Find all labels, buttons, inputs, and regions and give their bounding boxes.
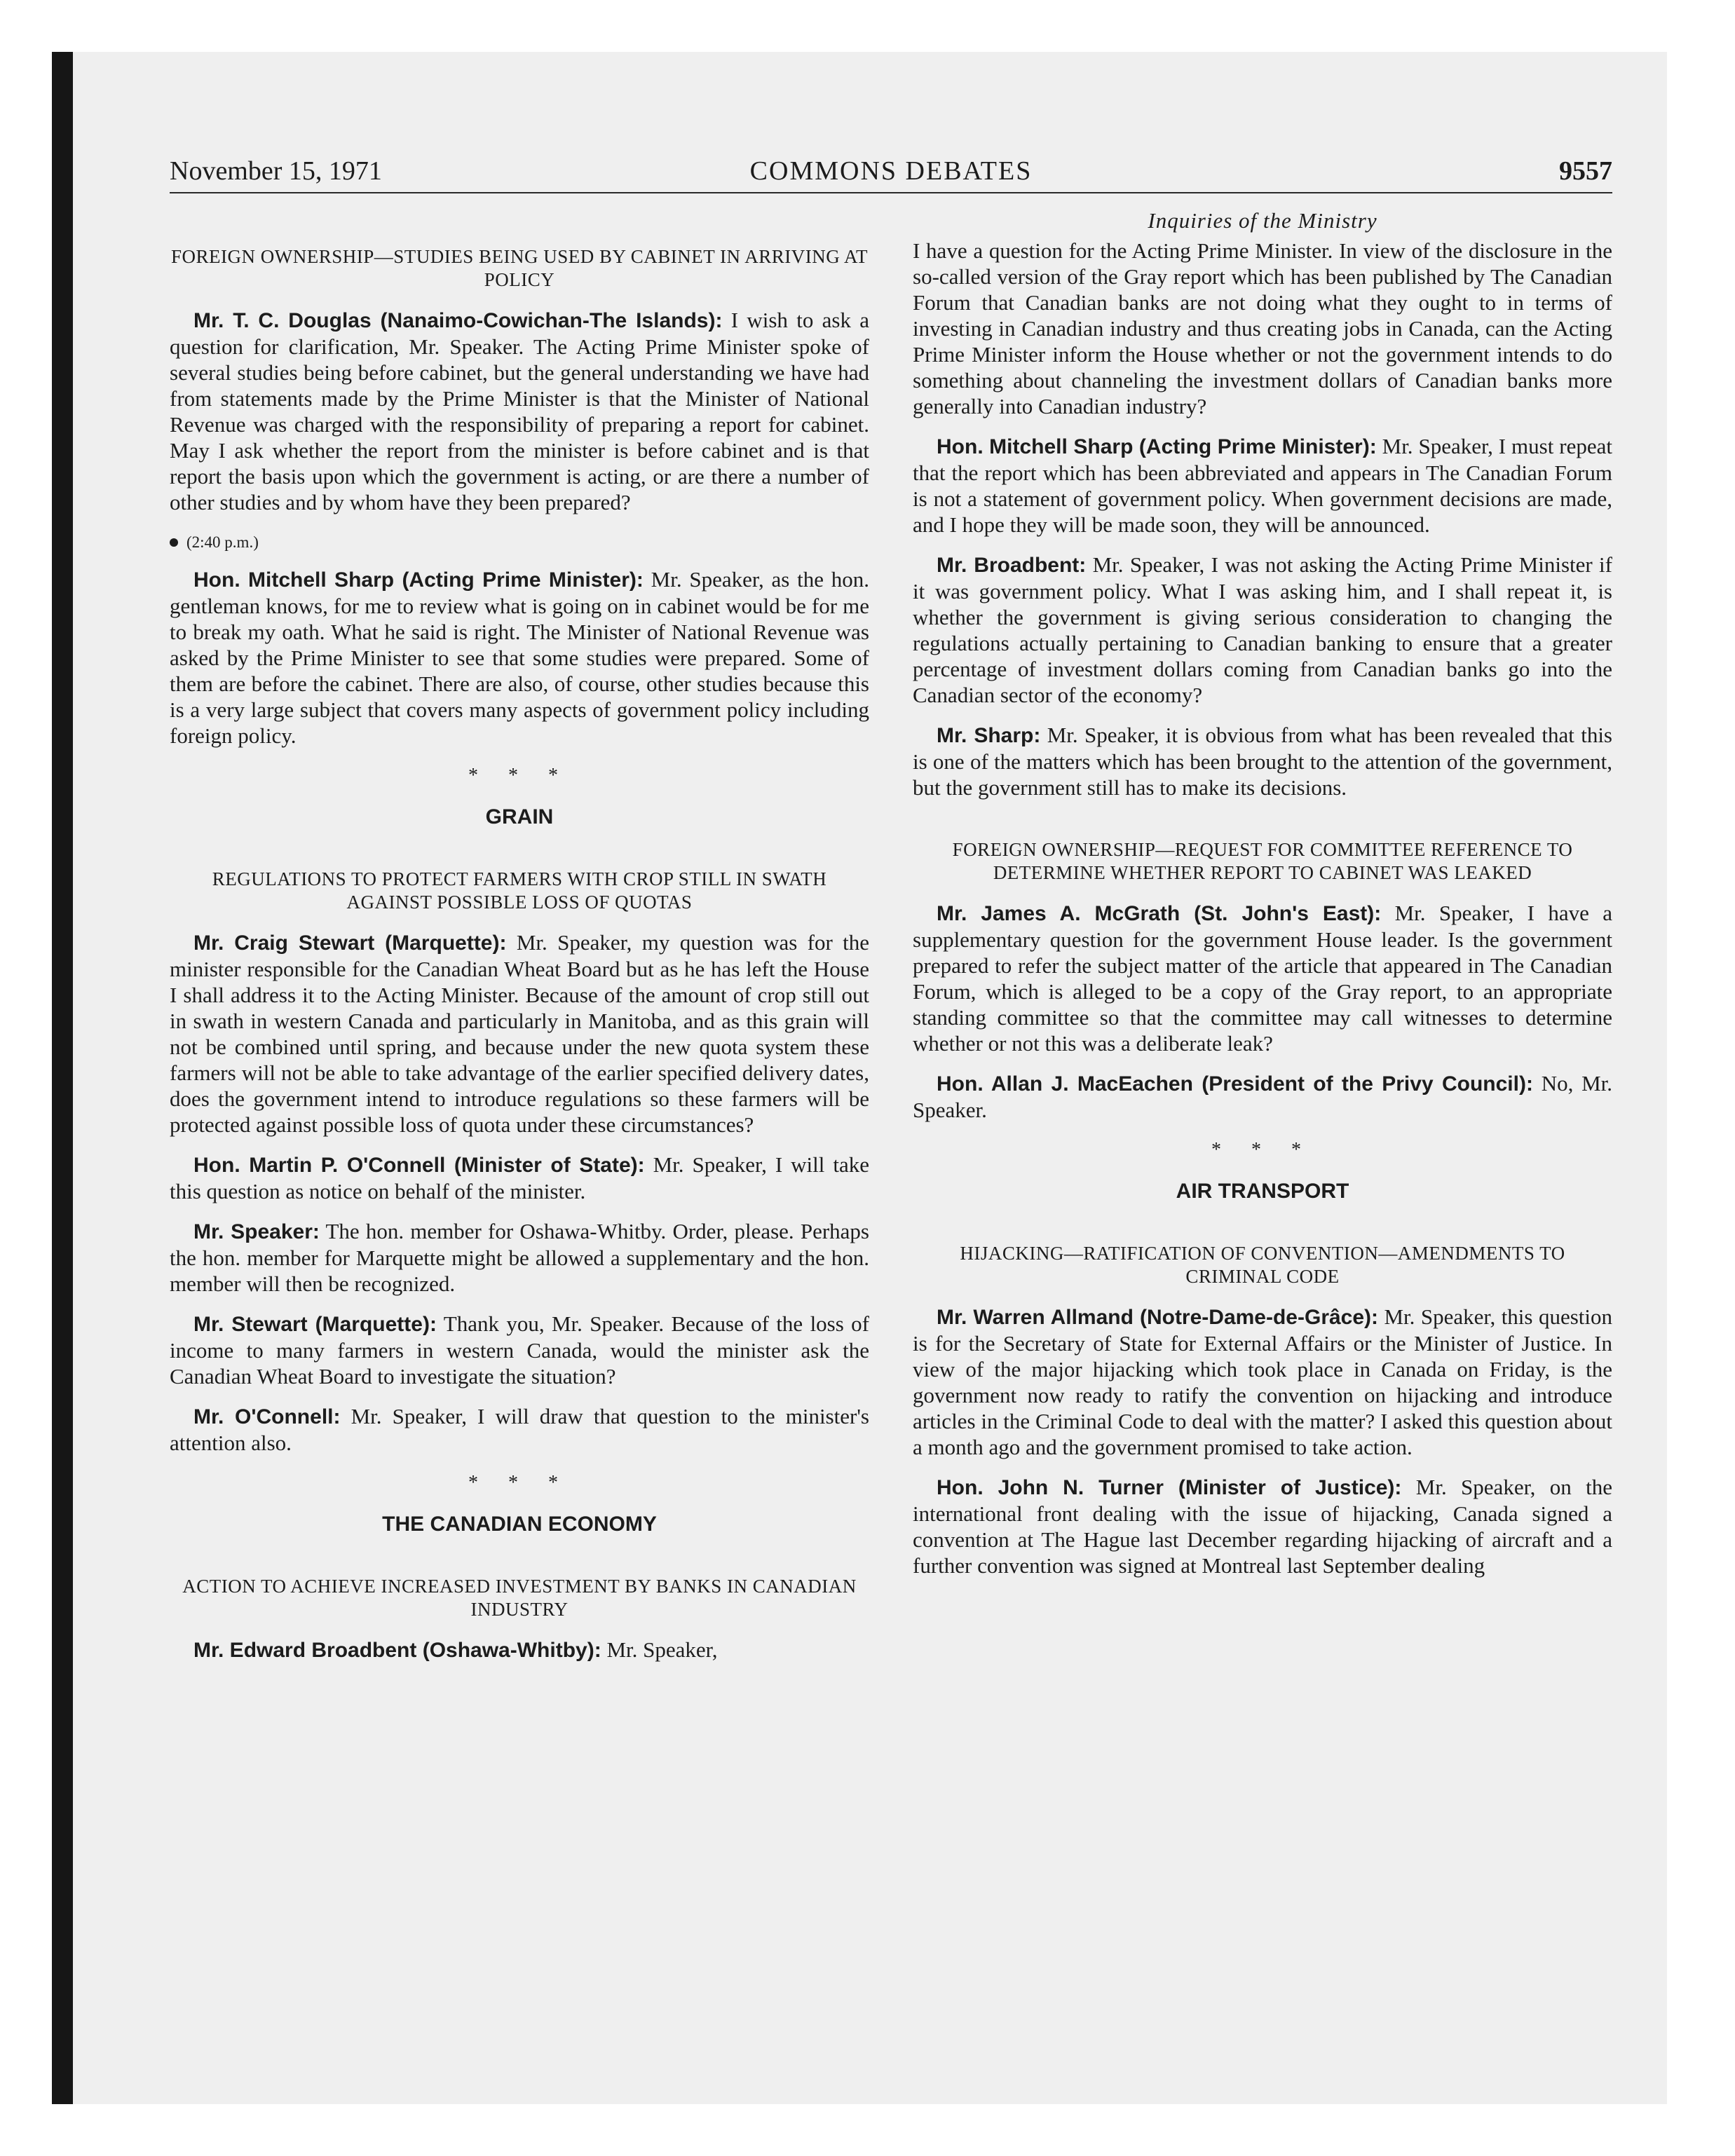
time-text: (2:40 p.m.) (186, 533, 259, 551)
speech-text: The hon. member for Oshawa-Whitby. Order, please. Perhaps the hon. member for Marquette might be allowed a supplementary and the hon. member will then be recognized. (170, 1219, 869, 1296)
speech-paragraph (913, 552, 1612, 708)
speech-paragraph (170, 929, 869, 1138)
speaker-name: Hon. Mitchell Sharp (Acting Prime Minister): (193, 568, 644, 592)
speech-text: Mr. Speaker, as the hon. gentleman knows, for me to review what is going on in cabinet would be for me to break my oath. What he said is right. The Minister of National Revenue was asked by the Prime Minister to see that some studies were prepared. Some of them are before the cabinet. There are also, of course, other studies because this is a very large subject that covers many aspects of government policy including foreign policy. (170, 567, 869, 748)
running-head: Inquiries of the Ministry (1148, 208, 1377, 233)
header-date: November 15, 1971 (170, 156, 382, 186)
speech-text: I have a question for the Acting Prime Minister. In view of the disclosure in the so-called version of the Gray report which has been published by The Canadian Forum that Canadian banks are not doing what they ought to in terms of investing in Canadian industry and thus creating jobs in Canada, can the Acting Prime Minister inform the House whether or not the government intends to do something about channeling the investment dollars of Canadian banks more generally into Canadian industry? (913, 238, 1612, 418)
speaker-name: Mr. Sharp: (937, 724, 1041, 747)
speech-paragraph (913, 900, 1612, 1056)
speech-paragraph (170, 1218, 869, 1297)
speech-paragraph (913, 1304, 1612, 1460)
speech-text: Mr. Speaker, I was not asking the Acting Prime Minister if it was government policy. What I was asking him, and I shall repeat it, is whether the government is giving serious consideration to changing the regulations actually pertaining to Canadian banking to ensure that a greater percentage of investment dollars coming from Canadian banks go into the Canadian sector of the economy? (913, 552, 1612, 707)
speech-paragraph (170, 307, 869, 515)
section-title: AIR TRANSPORT (1176, 1180, 1349, 1203)
binding-edge-shadow (52, 52, 73, 2104)
speaker-name: Hon. Allan J. MacEachen (President of the Privy Council): (937, 1072, 1533, 1096)
speaker-name: Mr. T. C. Douglas (Nanaimo-Cowichan-The Islands): (193, 309, 723, 332)
section-divider: * * * (468, 765, 571, 786)
subject-heading: REGULATIONS TO PROTECT FARMERS WITH CROP STILL IN SWATH AGAINST POSSIBLE LOSS OF QUOTAS (212, 868, 827, 913)
section-title: GRAIN (485, 805, 554, 828)
subject-heading: FOREIGN OWNERSHIP—REQUEST FOR COMMITTEE REFERENCE TO DETERMINE WHETHER REPORT TO CABINET WAS LEAKED (952, 839, 1573, 883)
section-title: THE CANADIAN ECONOMY (382, 1513, 657, 1536)
speech-text: Mr. Speaker, I have a supplementary question for the government House leader. Is the government prepared to refer the subject matter of the article that appeared in The Canadian Forum, which is alleged to be a copy of the Gray report, to an appropriate standing committee so that the committee may call witnesses to determine whether or not this was a deliberate leak? (913, 901, 1612, 1056)
speaker-name: Hon. Mitchell Sharp (Acting Prime Minister): (937, 435, 1377, 458)
speaker-name: Mr. Craig Stewart (Marquette): (193, 932, 507, 955)
speech-text: I wish to ask a question for clarification, Mr. Speaker. The Acting Prime Minister spoke of several studies being before cabinet, but the general understanding we have had from statements made by the Prime Minister is that the Minister of National Revenue was charged with the responsibility of preparing a report for cabinet. May I ask whether the report from the minister is before cabinet and is that report the basis upon which the government is acting, or are there a number of other studies and by whom have they been prepared? (170, 308, 869, 514)
speech-text: Mr. Speaker, it is obvious from what has been revealed that this is one of the matters which has been brought to the attention of the government, but the government still has to make its decisions. (913, 723, 1612, 800)
left-column (170, 203, 869, 1677)
speech-text: Thank you, Mr. Speaker. Because of the loss of income to many farmers in western Canada, would the minister ask the Canadian Wheat Board to investigate the situation? (170, 1311, 869, 1389)
section-divider: * * * (1211, 1139, 1314, 1161)
page-header (170, 156, 1612, 193)
speech-text: Mr. Speaker, I will take this question as notice on behalf of the minister. (170, 1152, 869, 1203)
subject-heading: ACTION TO ACHIEVE INCREASED INVESTMENT BY BANKS IN CANADIAN INDUSTRY (182, 1576, 857, 1620)
speech-paragraph (170, 1152, 869, 1204)
speaker-name: Hon. Martin P. O'Connell (Minister of State): (193, 1154, 645, 1177)
right-column (913, 203, 1612, 1592)
speech-paragraph (913, 433, 1612, 538)
speech-paragraph (913, 722, 1612, 800)
speech-paragraph (913, 238, 1612, 419)
speech-text: Mr. Speaker, my question was for the minister responsible for the Canadian Wheat Board but as he has left the House I shall address it to the Acting Minister. Because of the amount of crop still out in swath in western Canada and particularly in Manitoba, and as this grain will not be combined until spring, and because under the new quota system these farmers will not be able to take advantage of the earlier specified delivery dates, does the government intend to introduce regulations so these farmers will be protected against possible loss of quota under these circumstances? (170, 930, 869, 1137)
speech-text: Mr. Speaker, (601, 1637, 718, 1662)
speech-text: Mr. Speaker, on the international front dealing with the issue of hijacking, Canada signed a convention at The Hague last December regarding hijacking of aircraft and a further convention was signed at Montreal last September dealing (913, 1475, 1612, 1578)
speaker-name: Mr. O'Connell: (193, 1405, 341, 1428)
page-number: 9557 (1559, 156, 1612, 186)
speech-paragraph (170, 1637, 869, 1663)
section-divider: * * * (468, 1472, 571, 1494)
speaker-name: Mr. James A. McGrath (St. John's East): (937, 902, 1382, 925)
time-stamp (170, 529, 869, 555)
speech-paragraph (913, 1070, 1612, 1123)
speech-paragraph (170, 1311, 869, 1389)
speaker-name: Hon. John N. Turner (Minister of Justice): (937, 1476, 1402, 1499)
speech-paragraph (913, 1474, 1612, 1578)
header-title: COMMONS DEBATES (749, 156, 1033, 186)
speaker-name: Mr. Stewart (Marquette): (193, 1313, 437, 1336)
speech-text: Mr. Speaker, I must repeat that the report which has been abbreviated and appears in The Canadian Forum is not a statement of government policy. When government decisions are made, and I hope they will be made soon, they will be announced. (913, 434, 1613, 537)
speech-text: Mr. Speaker, this question is for the Secretary of State for External Affairs or the Minister of Justice. In view of the major hijacking which took place in Canada on Friday, is the government now ready to ratify the convention on hijacking and introduce articles in the Criminal Code to deal with the matter? I asked this question about a month ago and the government promised to take action. (913, 1304, 1612, 1459)
speech-paragraph (170, 566, 869, 749)
subject-heading: FOREIGN OWNERSHIP—STUDIES BEING USED BY CABINET IN ARRIVING AT POLICY (170, 246, 869, 290)
speaker-name: Mr. Warren Allmand (Notre-Dame-de-Grâce): (937, 1306, 1379, 1329)
speaker-name: Mr. Edward Broadbent (Oshawa-Whitby): (193, 1639, 601, 1662)
speaker-name: Mr. Speaker: (193, 1220, 320, 1243)
speaker-name: Mr. Broadbent: (937, 554, 1087, 577)
subject-heading: HIJACKING—RATIFICATION OF CONVENTION—AMENDMENTS TO CRIMINAL CODE (960, 1243, 1565, 1287)
bullet-icon (170, 538, 178, 547)
speech-text: Mr. Speaker, I will draw that question to the minister's attention also. (170, 1404, 869, 1455)
speech-text: No, Mr. Speaker. (913, 1071, 1612, 1122)
speech-paragraph (170, 1403, 869, 1456)
